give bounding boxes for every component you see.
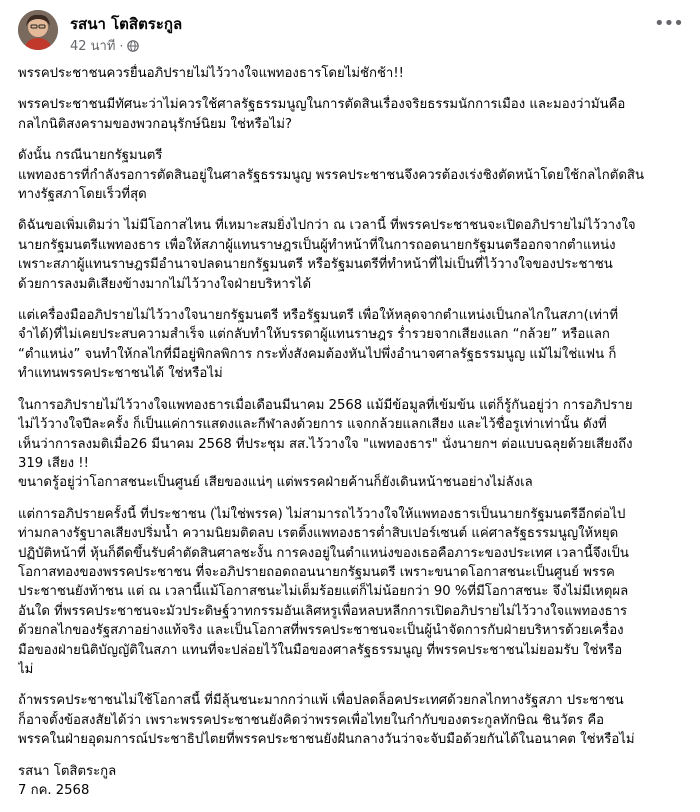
- post-text-line: ถ้าพรรคประชาชนไม่ใช้โอกาสนี้ ที่มีลุ้นชนะมากกว่าแพ้ เพื่อปลดล็อคประเทศด้วยกลไกทางรัฐสภา ประชาชน: [18, 693, 624, 709]
- post-text-line: เห็นว่าการลงมติเมื่อ26 มีนาคม 2568 ที่ประชุม สส.ไว้วางใจ "แพทองธาร" นั่งนายกฯ ต่อแบบฉลุยด้วยเสียงถึง: [18, 436, 633, 452]
- post-header: [18, 10, 682, 58]
- post-text-line: จำได้)ที่ไม่เคยประสบความสำเร็จ แต่กลับทำให้บรรดาผู้แทนราษฎร ร่ำรวยจากเสียงแลก “กล้วย” หรือแลก: [18, 327, 610, 343]
- post-text-line: ขนาดรู้อยู่ว่าโอกาสชนะเป็นศูนย์ เสียของแน่ๆ แต่พรรคฝ่ายค้านก็ยังเดินหน้าชนอย่างไม่ลังเล: [18, 475, 533, 491]
- post-paragraph: [18, 216, 684, 294]
- post-paragraph: [18, 396, 684, 493]
- post-text-line: ทำแทนพรรคประชาชนได้ ใช่หรือไม่: [18, 366, 223, 382]
- post-text-line: รสนา โตสิตระกูล: [18, 763, 117, 779]
- post-text-line: มือของฝ่ายนิติบัญญัติในสภา แทนที่จะปล่อยไว้ในมือของศาลรัฐธรรมนูญ ที่พรรคประชาชนไม่ยอมรับ ใช่หรือ: [18, 642, 623, 658]
- post-paragraph: [18, 691, 684, 749]
- post-meta: [70, 35, 139, 56]
- post-text-line: ก็อาจตั้งข้อสงสัยได้ว่า เพราะพรรคประชาชนยังคิดว่าพรรคเพื่อไทยในกำกับของตระกูลทักษิณ ชินวัตร คือ: [18, 712, 605, 728]
- post-text-line: 319 เสียง !!: [18, 455, 89, 471]
- post-text-line: พรรคประชาชนมีทัศนะว่าไม่ควรใช้ศาลรัฐธรรมนูญในการตัดสินเรื่องจริยธรรมนักการเมือง และมองว่ามันคือ: [18, 97, 626, 113]
- post-paragraph: [18, 64, 684, 83]
- post-paragraph: [18, 146, 684, 204]
- post-body: [18, 64, 684, 812]
- post-text-line: ดิฉันขอเพิ่มเติมว่า ไม่มีโอกาสไหน ที่เหมาะสมยิ่งไปกว่า ณ เวลานี้ ที่พรรคประชาชนจะเปิดอภิปรายไม่ไว้วางใจ: [18, 218, 636, 234]
- post-text-line: ไม่: [18, 661, 34, 677]
- author-name[interactable]: รสนา โตสิตระกูล: [70, 15, 183, 33]
- post-paragraph: [18, 505, 684, 680]
- post-text-line: แต่เครื่องมืออภิปรายไม่ไว้วางใจนายกรัฐมนตรี หรือรัฐมนตรี เพื่อให้หลุดจากตำแหน่งเป็นกลไกในสภา(เท่าที่: [18, 308, 619, 324]
- more-options-icon[interactable]: •••: [654, 13, 683, 34]
- post-text-line: ด้วยการลงมติเสียงข้างมากไม่ไว้วางใจฝ่ายบริหารได้: [18, 276, 312, 292]
- post-text-line: เพราะสภาผู้แทนราษฎรมีอำนาจปลดนายกรัฐมนตรี หรือรัฐมนตรีที่ทำหน้าที่ไม่เป็นที่ไว้วางใจของประชาชน: [18, 257, 613, 273]
- post-text-line: 7 กค. 2568: [18, 783, 90, 798]
- post-text-line: ประชาชนยังท้าชน แต่ ณ เวลานี้แม้โอกาสชนะไม่เต็มร้อยแต่ก็ไม่น้อยกว่า 90 %ที่มีโอกาสชนะ จึงไม่มีเหตุผล: [18, 584, 629, 600]
- post-text-line: โอกาสทองของพรรคประชาชน ที่จะอภิปรายถอดถอนนายกรัฐมนตรี เพราะขนาดโอกาสชนะเป็นศูนย์ พรรค: [18, 564, 615, 580]
- post-text-line: กลไกนิติสงครามของพวกอนุรักษ์นิยม ใช่หรือไม่?: [18, 116, 292, 132]
- post-text-line: “ตำแหน่ง” จนทำให้กลไกที่มีอยู่พิกลพิการ กระทั่งสังคมต้องหันไปพึ่งอำนาจศาลรัฐธรรมนูญ แม้ไม่ใช่แฟน ก็: [18, 346, 617, 362]
- avatar-image: [18, 10, 58, 50]
- post-text-line: ด้วยกลไกของรัฐสภาอย่างแท้จริง และเป็นโอกาสที่พรรคประชาชนจะเป็นผู้นำจัดการกับฝ่ายบริหารด้วยเครื่อง: [18, 623, 624, 639]
- avatar[interactable]: [18, 10, 58, 50]
- post-text-line: ดังนั้น กรณีนายกรัฐมนตรี: [18, 148, 163, 164]
- post-paragraph: [18, 95, 684, 134]
- post-text-line: แต่การอภิปรายครั้งนี้ ที่ประชาชน (ไม่ใช่พรรค) ไม่สามารถไว้วางใจให้แพทองธารเป็นนายกรัฐมนตรีอีกต่อไป: [18, 506, 626, 522]
- globe-icon: [127, 40, 139, 52]
- post-text-line: ปฏิบัติหน้าที่ หุ้นก็ดีดขึ้นรับคำตัดสินศาลชะงั้น การคงอยู่ในตำแหน่งของเธอคือภาระของประเทศ เวลานี้จึงเป็น: [18, 545, 629, 561]
- post-text-line: ในการอภิปรายไม่ไว้วางใจแพทองธารเมื่อเดือนมีนาคม 2568 แม้มีข้อมูลที่เข้มข้น แต่ก็รู้กันอยู่ว่า การอภิปราย: [18, 397, 633, 413]
- post-time[interactable]: 42 นาที: [70, 39, 116, 54]
- post-paragraph: [18, 762, 684, 801]
- post-paragraph: [18, 306, 684, 384]
- post-text-line: ท่ามกลางรัฐบาลเสียงปริ่มน้ำ ความนิยมติดลบ เรตติ้งแพทองธารต่ำสิบเปอร์เซนต์ แค่ศาลรัฐธรรมนูญให้หยุด: [18, 526, 619, 542]
- post-text-line: นายกรัฐมนตรีแพทองธาร เพื่อให้สภาผู้แทนราษฎรเป็นผู้ทำหน้าที่ในการถอดนายกรัฐมนตรีออกจากตำแหน่ง: [18, 237, 616, 253]
- post-text-line: พรรคประชาชนควรยื่นอภิปรายไม่ไว้วางใจแพทองธารโดยไม่ชักช้า!!: [18, 66, 404, 81]
- post-text-line: ไม่ไว้วางใจปีละครั้ง ก็เป็นแค่การแสดงและกีฬาลงด้วยการ แจกกล้วยแลกเสียง และไว้ชื่อรูเท่าเท่านั้น ดังที่: [18, 417, 607, 433]
- post-text-line: อันใด ที่พรรคประชาชนจะมัวประดิษฐ์วาทกรรมอันเลิศหรูเพื่อหลบหลีกการเปิดอภิปรายไม่ไว้วางใจแพทองธาร: [18, 603, 628, 619]
- separator-dot: ·: [119, 38, 124, 53]
- post-text-line: ทางรัฐสภาโดยเร็วที่สุด: [18, 187, 147, 203]
- post-text-line: พรรคในฝ่ายอุดมการณ์ประชาธิปไตยที่พรรคประชาชนยังฝันกลางวันว่าจะจับมือด้วยกันได้ในอนาคต ใช่หรือไม่: [18, 732, 635, 748]
- post-text-line: แพทองธารที่กำลังรอการตัดสินอยู่ในศาลรัฐธรรมนูญ พรรคประชาชนจึงควรต้องเร่งชิงตัดหน้าโดยใช้กลไกตัดสิน: [18, 167, 644, 183]
